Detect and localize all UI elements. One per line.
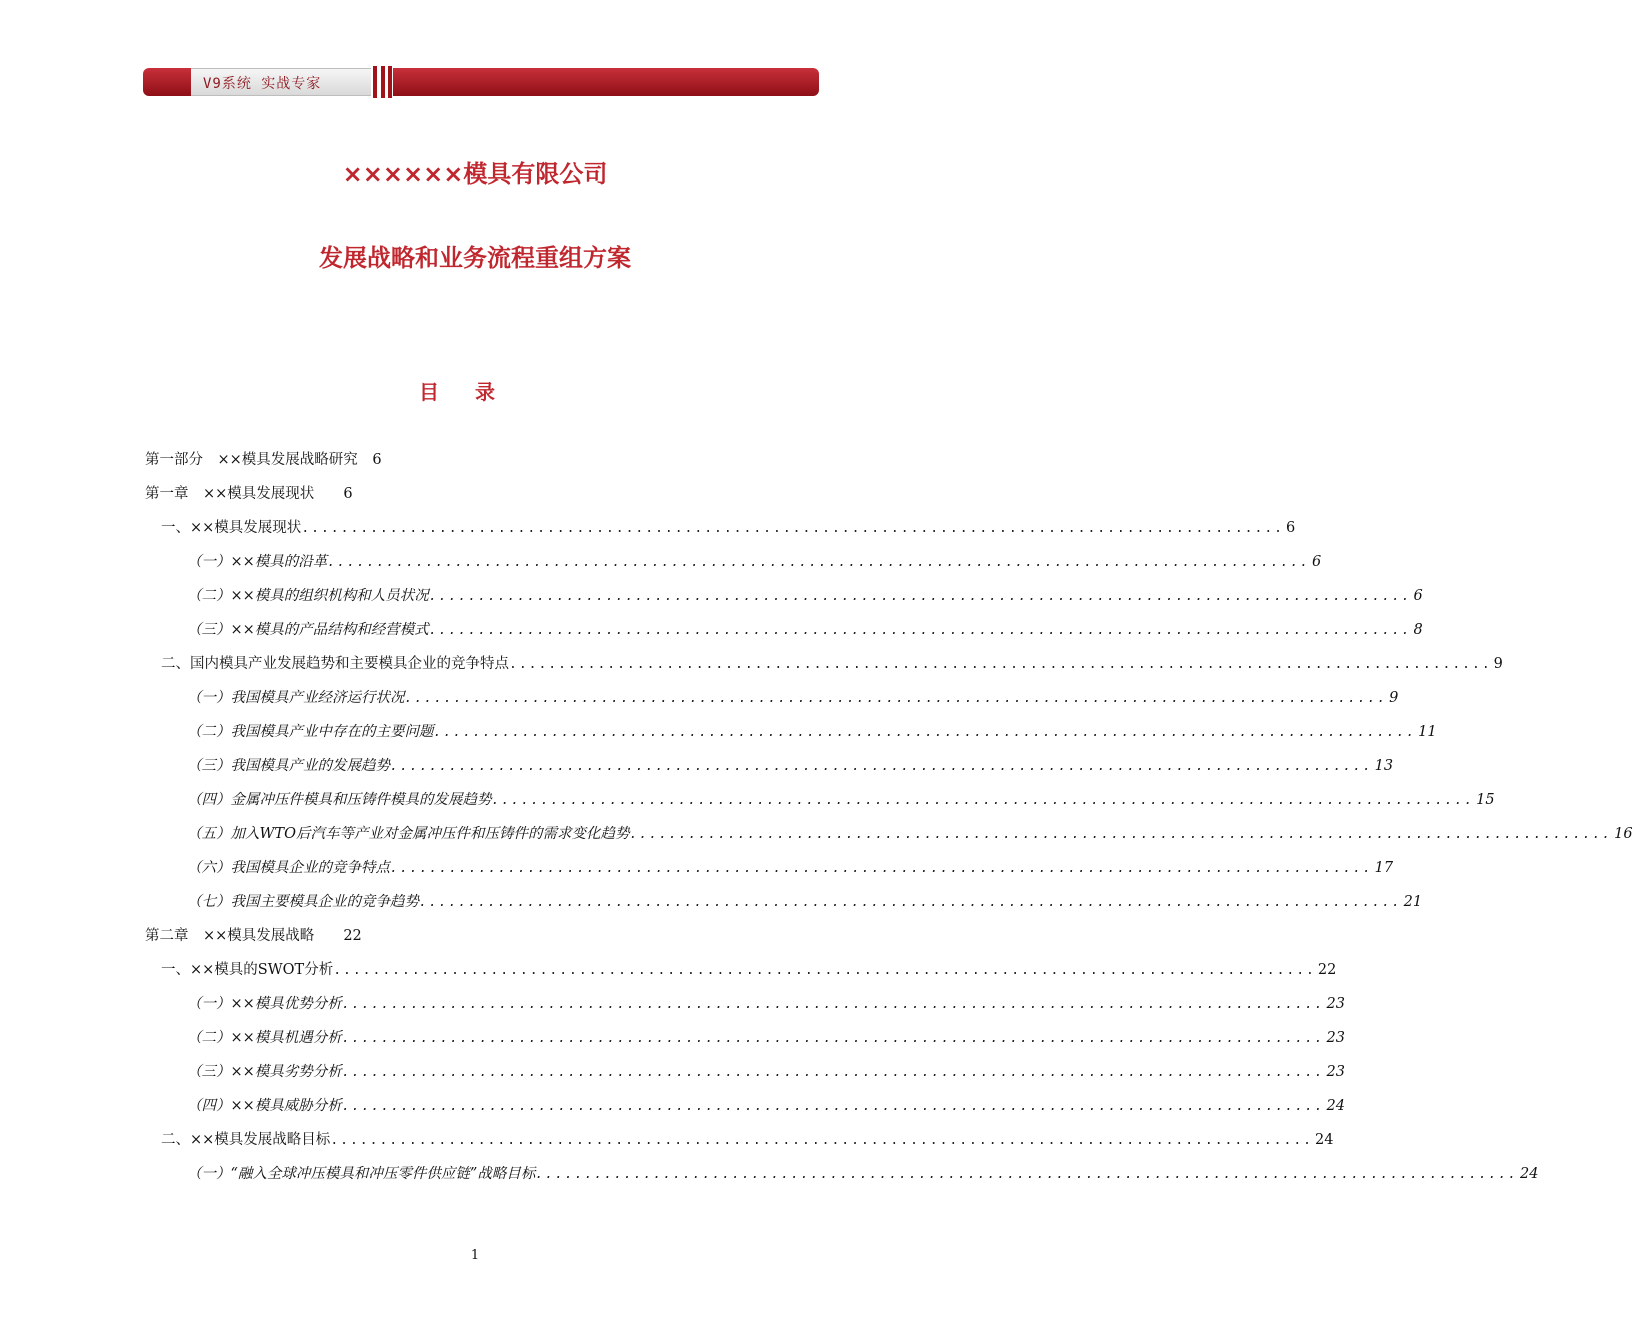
header-banner (143, 66, 819, 98)
company-title: ××××××模具有限公司 (342, 160, 608, 188)
toc-entry-text: （二）我国模具产业中存在的主要问题 (187, 724, 434, 740)
toc-leader-dots: .................................................................................................... (341, 1065, 1325, 1080)
toc-entry-page: 17 (1374, 860, 1394, 876)
toc-entry-page: 9 (1389, 690, 1399, 706)
toc-entry[interactable] (187, 817, 1633, 851)
toc-entry-page: 22 (343, 928, 362, 944)
toc-entry-page: 24 (1326, 1098, 1345, 1114)
banner-stripe (373, 66, 377, 98)
toc-entry-text: （三）我国模具产业的发展趋势 (187, 758, 390, 774)
toc-entry[interactable] (187, 1089, 1345, 1123)
toc-entry[interactable] (187, 885, 1423, 919)
toc-entry-text: （一）我国模具产业经济运行状况 (187, 690, 405, 706)
toc-entry-text: （六）我国模具企业的竞争特点 (187, 860, 390, 876)
toc-entry[interactable] (187, 681, 1399, 715)
toc-entry-text: （二）××模具的组织机构和人员状况 (187, 588, 429, 604)
page-number: 1 (470, 1248, 480, 1263)
toc-entry-text: （五）加入WTO后汽车等产业对金属冲压件和压铸件的需求变化趋势 (187, 826, 630, 842)
toc-entry-page: 6 (372, 452, 382, 468)
toc-leader-dots: .................................................................................................... (419, 895, 1402, 910)
toc-leader-dots: .................................................................................................... (428, 623, 1412, 638)
toc-entry-page: 13 (1374, 758, 1394, 774)
toc-leader-dots: .................................................................................................... (491, 793, 1475, 808)
toc-entry[interactable] (187, 851, 1394, 885)
toc-leader-dots: .................................................................................................... (629, 827, 1613, 842)
toc-entry[interactable] (187, 579, 1423, 613)
toc-leader-dots: .................................................................................................... (428, 589, 1412, 604)
toc-leader-dots: .................................................................................................... (341, 1099, 1325, 1114)
toc-entry-page: 22 (1317, 962, 1337, 978)
toc-entry-page: 23 (1326, 1030, 1345, 1046)
toc-entry-page: 15 (1476, 792, 1495, 808)
toc-leader-dots: .................................................................................................... (341, 997, 1325, 1012)
toc-entry-text: 第一章 ××模具发展现状 (145, 486, 344, 502)
banner-right-bar (393, 68, 819, 96)
toc-entry[interactable] (187, 1055, 1345, 1089)
toc-leader-dots: .................................................................................................... (433, 725, 1417, 740)
toc-entry-text: （一）××模具优势分析 (187, 996, 342, 1012)
toc-entry-text: 二、国内模具产业发展趋势和主要模具企业的竞争特点 (161, 656, 509, 672)
toc-entry[interactable] (145, 919, 362, 953)
toc-entry-page: 21 (1403, 894, 1423, 910)
banner-stripe (388, 66, 392, 98)
toc-leader-dots: .................................................................................................... (333, 963, 1316, 978)
toc-entry-text: 第一部分 ××模具发展战略研究 (145, 452, 373, 468)
banner-left-bar (143, 68, 191, 96)
toc-entry-text: （一）××模具的沿革 (187, 554, 328, 570)
toc-entry-page: 11 (1418, 724, 1437, 740)
toc-leader-dots: .................................................................................................... (341, 1031, 1325, 1046)
toc-entry-page: 23 (1326, 996, 1345, 1012)
toc-entry[interactable] (187, 613, 1423, 647)
toc-leader-dots: .................................................................................................... (535, 1167, 1518, 1182)
toc-entry-text: （七）我国主要模具企业的竞争趋势 (187, 894, 419, 910)
toc-leader-dots: .................................................................................................... (327, 555, 1310, 570)
toc-entry-page: 24 (1314, 1132, 1334, 1148)
banner-label-box (191, 68, 371, 96)
toc-entry-text: （四）金属冲压件模具和压铸件模具的发展趋势 (187, 792, 492, 808)
toc-entry-text: 一、××模具发展现状 (161, 520, 302, 536)
toc-entry-page: 6 (343, 486, 353, 502)
toc-entry-page: 6 (1413, 588, 1423, 604)
toc-entry-page: 24 (1520, 1166, 1539, 1182)
toc-entry[interactable] (187, 1021, 1345, 1055)
toc-entry[interactable] (161, 1123, 1334, 1157)
toc-entry[interactable] (187, 987, 1345, 1021)
toc-entry-page: 6 (1285, 520, 1296, 536)
toc-leader-dots: .................................................................................................... (509, 657, 1492, 672)
toc-entry[interactable] (145, 443, 382, 477)
toc-leader-dots: .................................................................................................... (330, 1133, 1313, 1148)
toc-entry-text: （三）××模具的产品结构和经营模式 (187, 622, 429, 638)
toc-leader-dots: .................................................................................................... (390, 759, 1373, 774)
toc-entry[interactable] (145, 477, 353, 511)
toc-leader-dots: .................................................................................................... (301, 521, 1284, 536)
toc-entry[interactable] (187, 715, 1437, 749)
toc-entry-text: 第二章 ××模具发展战略 (145, 928, 344, 944)
toc-leader-dots: .................................................................................................... (390, 861, 1373, 876)
toc-entry-page: 8 (1413, 622, 1423, 638)
banner-stripe (381, 66, 385, 98)
toc-entry-text: （三）××模具劣势分析 (187, 1064, 342, 1080)
toc-heading: 目录 (419, 380, 531, 404)
toc-entry[interactable] (187, 545, 1322, 579)
document-title: 发展战略和业务流程重组方案 (319, 244, 631, 272)
toc-entry-page: 9 (1493, 656, 1503, 672)
toc-leader-dots: .................................................................................................... (404, 691, 1388, 706)
toc-entry-text: （二）××模具机遇分析 (187, 1030, 342, 1046)
toc-entry-text: 一、××模具的SWOT分析 (161, 962, 334, 978)
toc-entry-page: 23 (1326, 1064, 1345, 1080)
toc-entry[interactable] (161, 647, 1503, 681)
toc-entry-text: （四）××模具威胁分析 (187, 1098, 342, 1114)
toc-entry[interactable] (187, 1157, 1539, 1191)
toc-entry-text: （一）“融入全球冲压模具和冲压零件供应链”战略目标 (187, 1166, 536, 1182)
toc-entry-page: 6 (1311, 554, 1322, 570)
toc-entry-page: 16 (1614, 826, 1633, 842)
toc-entry[interactable] (187, 749, 1394, 783)
toc-entry[interactable] (187, 783, 1495, 817)
toc-entry-text: 二、××模具发展战略目标 (161, 1132, 331, 1148)
banner-text: V9系统 实战专家 (203, 76, 322, 92)
toc-entry[interactable] (161, 953, 1337, 987)
toc-entry[interactable] (161, 511, 1296, 545)
